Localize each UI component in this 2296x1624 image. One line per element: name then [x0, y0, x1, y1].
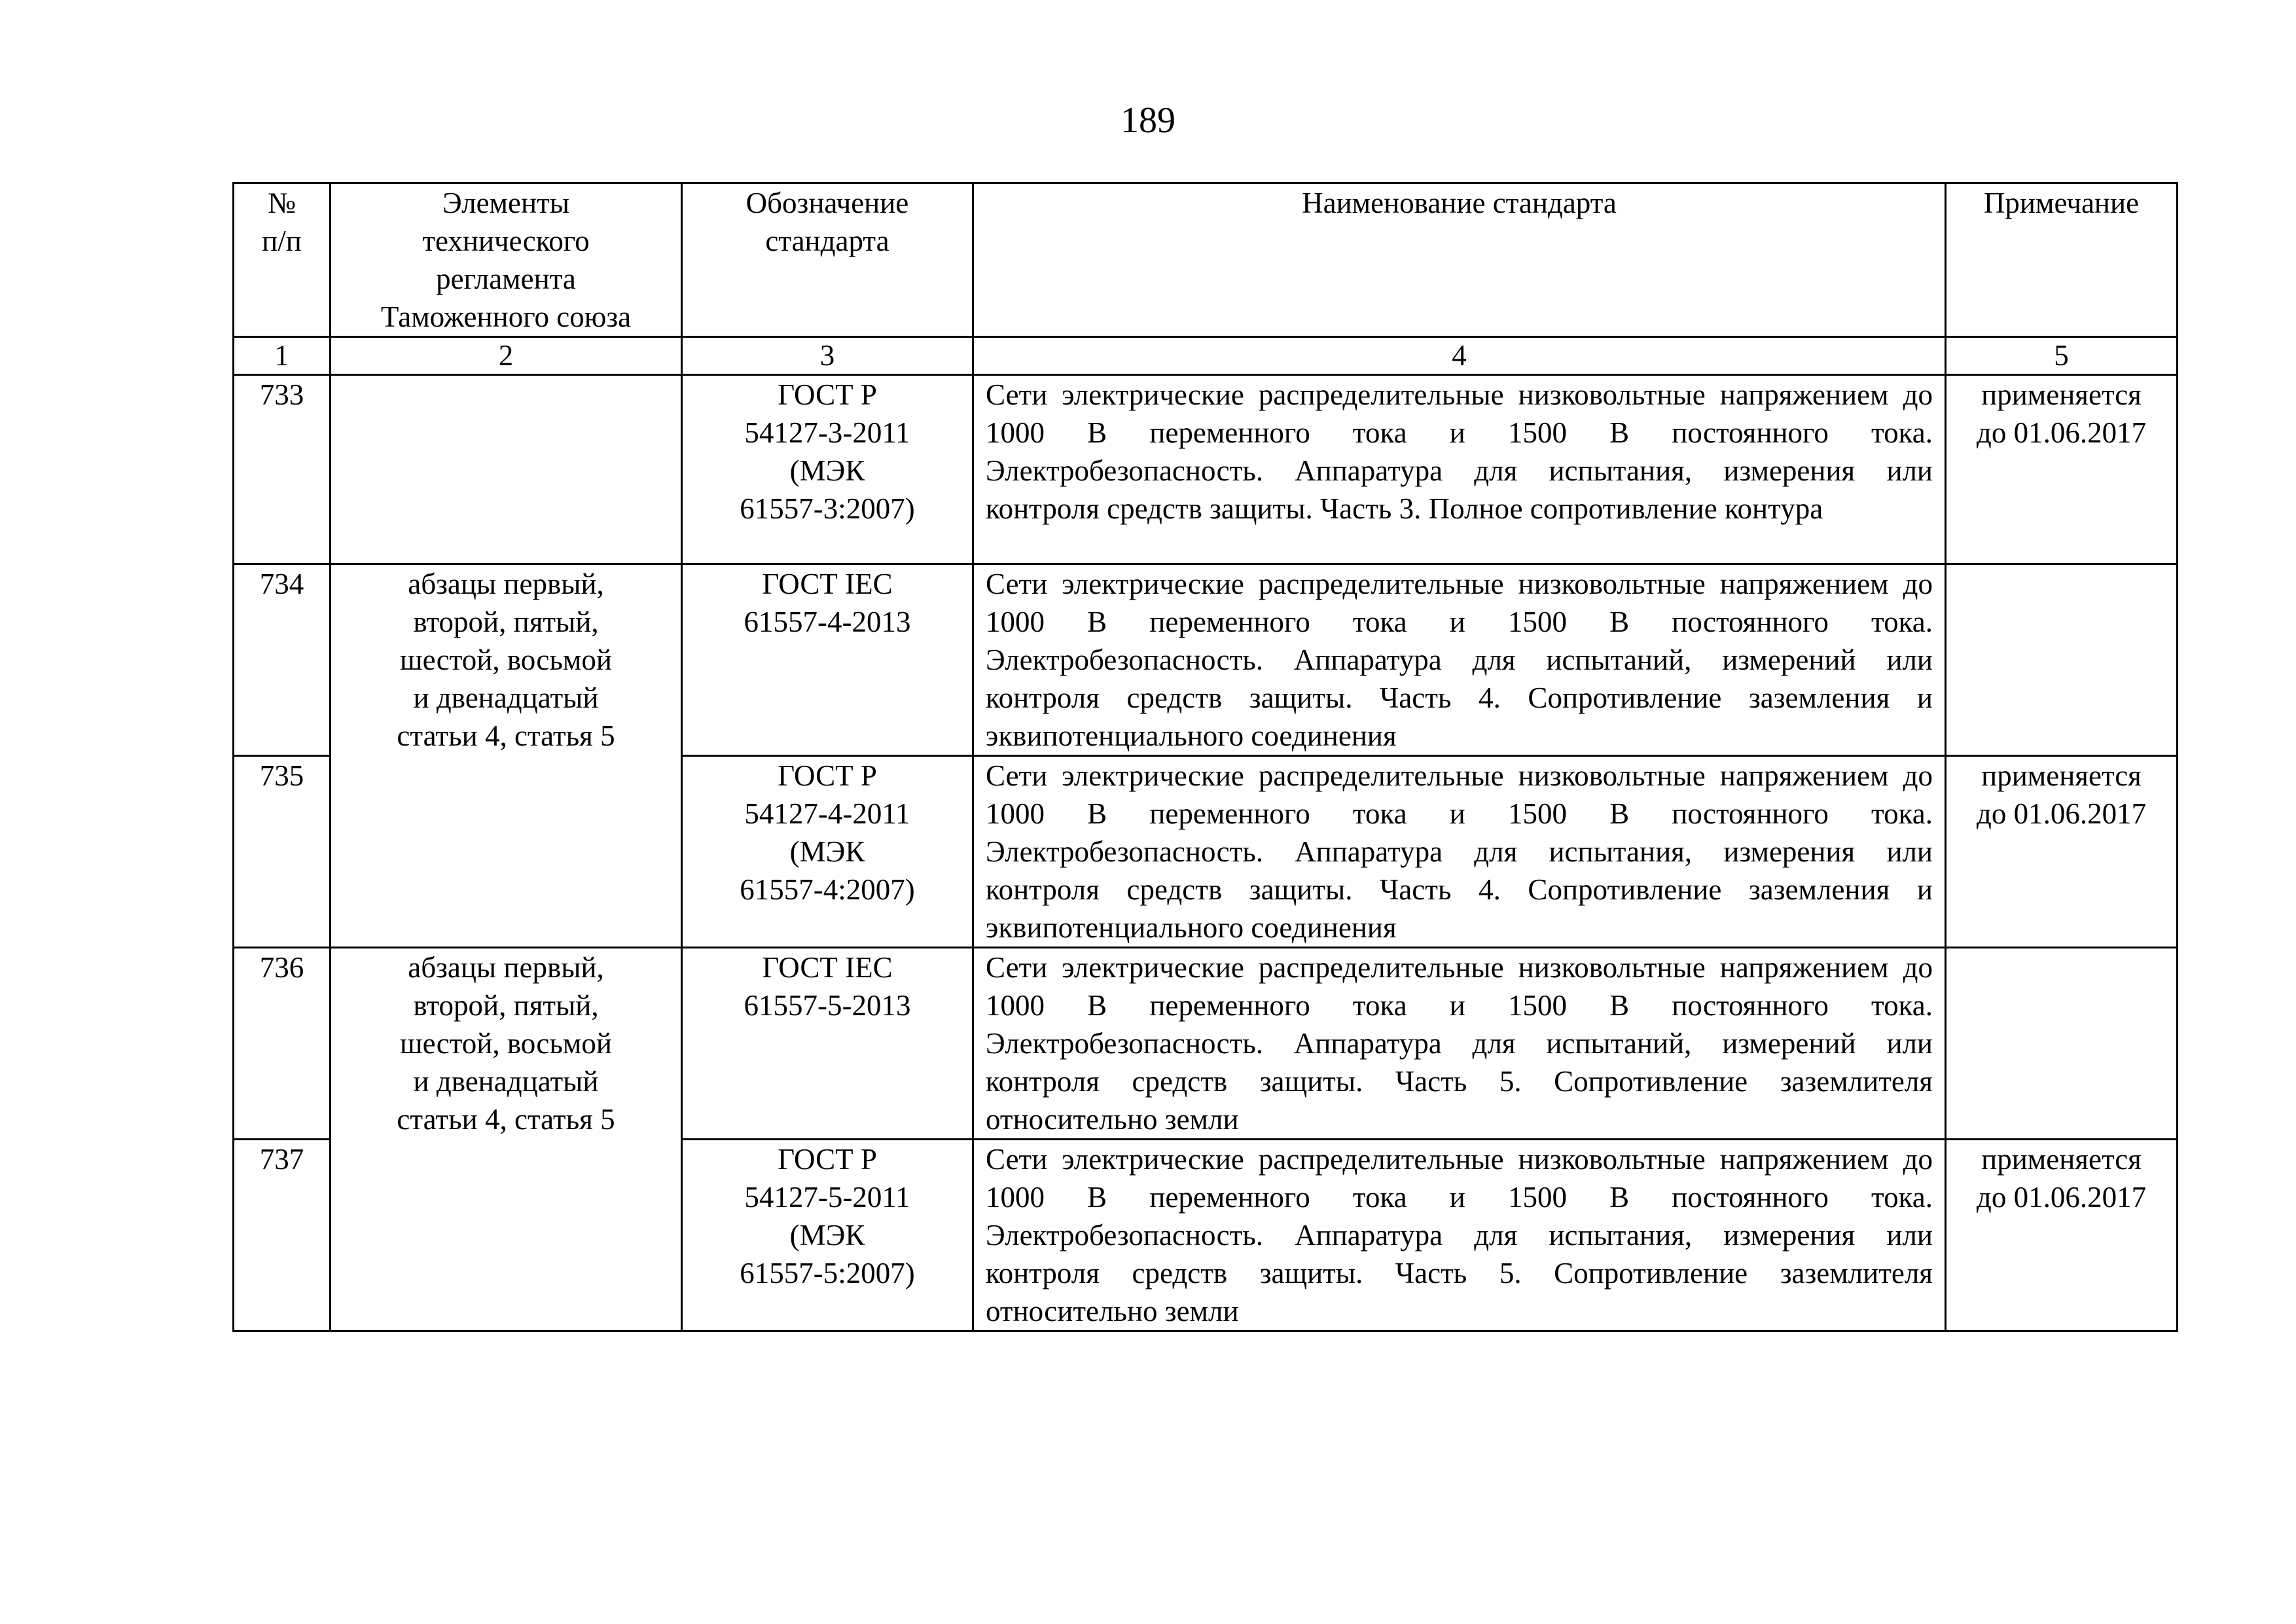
header-standard-name-text: Наименование стандарта — [1302, 187, 1617, 219]
row-number: 733 — [234, 375, 331, 564]
row-designation — [682, 1140, 973, 1331]
row-note — [1946, 1140, 2178, 1331]
row-elements-text: абзацы первый, второй, пятый, шестой, восьмой и двенадцатый статьи 4, статья 5 — [397, 568, 615, 752]
row-standard-name: Сети электрические распределительные низковольтные напряжением до 1000 В переменного тока и 1500 В постоянного тока. Электробезопасность. Аппаратура для испытаний, измерений или контроля средств защиты. Часть 4. Сопротивление заземления и эквипотенциального соединения — [973, 564, 1946, 756]
row-note — [1946, 948, 2178, 1140]
column-number: 1 — [234, 337, 331, 375]
header-elements — [331, 183, 682, 337]
row-standard-name: Сети электрические распределительные низковольтные напряжением до 1000 В переменного тока и 1500 В постоянного тока. Электробезопасность. Аппаратура для испытания, измерения или контроля средств защиты. Часть 5. Сопротивление заземлителя относительно земли — [973, 1140, 1946, 1331]
header-note-text: Примечание — [1983, 187, 2140, 219]
row-standard-name: Сети электрические распределительные низковольтные напряжением до 1000 В переменного тока и 1500 В постоянного тока. Электробезопасность. Аппаратура для испытаний, измерений или контроля средств защиты. Часть 5. Сопротивление заземлителя относительно земли — [973, 948, 1946, 1140]
table-row — [234, 564, 2178, 756]
row-number: 736 — [234, 948, 331, 1140]
row-number: 735 — [234, 756, 331, 948]
row-designation — [682, 948, 973, 1140]
row-note-text: применяется до 01.06.2017 — [1976, 1143, 2147, 1214]
row-note-text: применяется до 01.06.2017 — [1976, 378, 2147, 449]
row-designation-text: ГОСТ IEC 61557-4-2013 — [744, 568, 911, 638]
header-standard-name — [973, 183, 1946, 337]
row-designation-text: ГОСТ Р 54127-3-2011 (МЭК 61557-3:2007) — [740, 378, 915, 525]
row-note — [1946, 375, 2178, 564]
header-number-text: № п/п — [262, 187, 302, 257]
column-number-row — [234, 337, 2178, 375]
table-row — [234, 375, 2178, 564]
row-number: 734 — [234, 564, 331, 756]
row-elements — [331, 564, 682, 948]
standards-table — [232, 182, 2178, 1332]
header-number — [234, 183, 331, 337]
row-elements — [331, 948, 682, 1331]
header-designation — [682, 183, 973, 337]
row-elements — [331, 375, 682, 564]
row-note — [1946, 756, 2178, 948]
column-number: 4 — [973, 337, 1946, 375]
row-designation — [682, 375, 973, 564]
row-note-text: применяется до 01.06.2017 — [1976, 759, 2147, 830]
header-note — [1946, 183, 2178, 337]
row-designation-text: ГОСТ IEC 61557-5-2013 — [744, 951, 911, 1022]
column-number: 5 — [1946, 337, 2178, 375]
table-row — [234, 948, 2178, 1140]
column-number: 2 — [331, 337, 682, 375]
row-standard-name: Сети электрические распределительные низковольтные напряжением до 1000 В переменного тока и 1500 В постоянного тока. Электробезопасность. Аппаратура для испытания, измерения или контроля средств защиты. Часть 3. Полное сопротивление контура — [973, 375, 1946, 564]
header-elements-text: Элементы технического регламента Таможенного союза — [380, 187, 632, 333]
row-number: 737 — [234, 1140, 331, 1331]
header-designation-text: Обозначение стандарта — [745, 187, 909, 257]
row-designation — [682, 756, 973, 948]
row-designation-text: ГОСТ Р 54127-4-2011 (МЭК 61557-4:2007) — [740, 759, 915, 906]
row-standard-name: Сети электрические распределительные низковольтные напряжением до 1000 В переменного тока и 1500 В постоянного тока. Электробезопасность. Аппаратура для испытания, измерения или контроля средств защиты. Часть 4. Сопротивление заземления и эквипотенциального соединения — [973, 756, 1946, 948]
header-row — [234, 183, 2178, 337]
row-elements-text: абзацы первый, второй, пятый, шестой, восьмой и двенадцатый статьи 4, статья 5 — [397, 951, 615, 1136]
row-designation — [682, 564, 973, 756]
row-designation-text: ГОСТ Р 54127-5-2011 (МЭК 61557-5:2007) — [740, 1143, 915, 1290]
page-number: 189 — [1121, 100, 1175, 141]
column-number: 3 — [682, 337, 973, 375]
row-note — [1946, 564, 2178, 756]
